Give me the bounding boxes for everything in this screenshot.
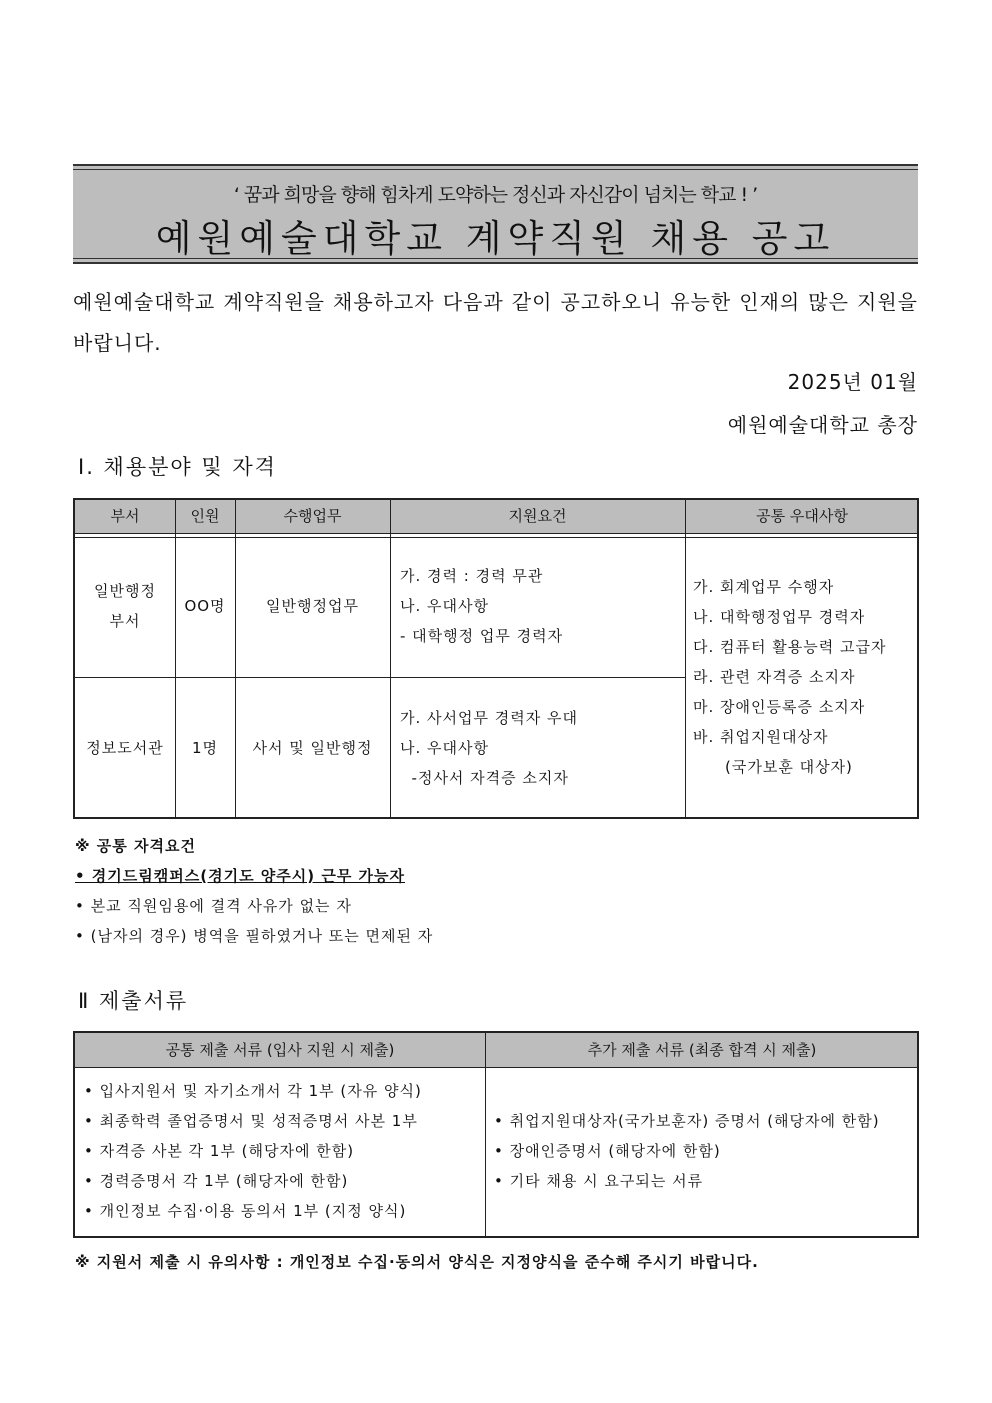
preference-item: 마. 장애인등록증 소지자 bbox=[693, 698, 866, 716]
qualification-item: • (남자의 경우) 병역을 필하였거나 또는 면제된 자 bbox=[75, 927, 434, 945]
positions-table bbox=[73, 498, 919, 819]
slogan: ‘ 꿈과 희망을 향해 힘차게 도약하는 정신과 자신감이 넘치는 학교 ! ’ bbox=[233, 184, 758, 206]
preference-item: 나. 대학행정업무 경력자 bbox=[693, 608, 866, 626]
signer: 예원예술대학교 총장 bbox=[727, 413, 918, 437]
preference-item: (국가보훈 대상자) bbox=[725, 758, 853, 776]
headcount: OO명 bbox=[184, 597, 226, 615]
headcount: 1명 bbox=[191, 739, 219, 757]
dept-name: 정보도서관 bbox=[86, 739, 164, 757]
common-preferences bbox=[693, 572, 886, 782]
requirement-item: 나. 우대사항 bbox=[400, 597, 489, 615]
column-header: 인원 bbox=[190, 507, 220, 525]
intro-paragraph: 예원예술대학교 계약직원을 채용하고자 다음과 같이 공고하오니 유능한 인재의 많은 지원을 바랍니다. bbox=[73, 290, 918, 355]
column-header: 부서 bbox=[110, 507, 140, 525]
requirement-item: -정사서 자격증 소지자 bbox=[400, 769, 569, 787]
column-header: 공통 제출 서류 (입사 지원 시 제출) bbox=[165, 1041, 395, 1059]
additional-docs-list bbox=[494, 1106, 880, 1196]
list-item: • 기타 채용 시 요구되는 서류 bbox=[494, 1172, 704, 1190]
qualification-item: • 본교 직원임용에 결격 사유가 없는 자 bbox=[75, 897, 352, 915]
section-heading-documents: Ⅱ 제출서류 bbox=[78, 989, 189, 1013]
list-item: • 장애인증명서 (해당자에 한함) bbox=[494, 1142, 721, 1160]
column-header: 지원요건 bbox=[508, 507, 567, 525]
dept-name: 부서 bbox=[109, 612, 141, 630]
requirement-item: 나. 우대사항 bbox=[400, 739, 489, 757]
column-header: 추가 제출 서류 (최종 합격 시 제출) bbox=[587, 1041, 817, 1059]
section-heading-positions: Ⅰ. 채용분야 및 자격 bbox=[78, 455, 277, 479]
list-item: • 개인정보 수집·이용 동의서 1부 (지정 양식) bbox=[84, 1202, 407, 1220]
qualification-item: • 경기드림캠퍼스(경기도 양주시) 근무 가능자 bbox=[75, 867, 406, 885]
list-item: • 최종학력 졸업증명서 및 성적증명서 사본 1부 bbox=[84, 1112, 418, 1130]
requirement-item: - 대학행정 업무 경력자 bbox=[400, 627, 564, 645]
qualifications-title: ※ 공통 자격요건 bbox=[75, 837, 196, 855]
page-title: 예원예술대학교 계약직원 채용 공고 bbox=[155, 217, 836, 260]
column-header: 공통 우대사항 bbox=[756, 507, 848, 525]
dept-name: 일반행정 bbox=[94, 582, 156, 600]
common-docs-list bbox=[84, 1076, 422, 1226]
table-row bbox=[75, 576, 175, 636]
title-banner bbox=[73, 164, 918, 264]
column-header: 수행업무 bbox=[283, 507, 342, 525]
footnote: ※ 지원서 제출 시 유의사항 : 개인정보 수집·동의서 양식은 지정양식을 준수해 주시기 바랍니다. bbox=[75, 1253, 759, 1271]
preference-item: 라. 관련 자격증 소지자 bbox=[693, 668, 856, 686]
requirements bbox=[400, 703, 578, 793]
requirement-item: 가. 사서업무 경력자 우대 bbox=[400, 709, 578, 727]
duty: 사서 및 일반행정 bbox=[252, 739, 373, 757]
announcement-date: 2025년 01월 bbox=[787, 370, 918, 394]
list-item: • 경력증명서 각 1부 (해당자에 한함) bbox=[84, 1172, 349, 1190]
documents-table bbox=[73, 1031, 919, 1238]
preference-item: 가. 회계업무 수행자 bbox=[693, 578, 835, 596]
list-item: • 자격증 사본 각 1부 (해당자에 한함) bbox=[84, 1142, 355, 1160]
list-item: • 취업지원대상자(국가보훈자) 증명서 (해당자에 한함) bbox=[494, 1112, 880, 1130]
requirement-item: 가. 경력 : 경력 무관 bbox=[400, 567, 544, 585]
requirements bbox=[400, 561, 563, 651]
duty: 일반행정업무 bbox=[266, 597, 359, 615]
preference-item: 바. 취업지원대상자 bbox=[693, 728, 829, 746]
list-item: • 입사지원서 및 자기소개서 각 1부 (자유 양식) bbox=[84, 1082, 422, 1100]
preference-item: 다. 컴퓨터 활용능력 고급자 bbox=[693, 638, 887, 656]
